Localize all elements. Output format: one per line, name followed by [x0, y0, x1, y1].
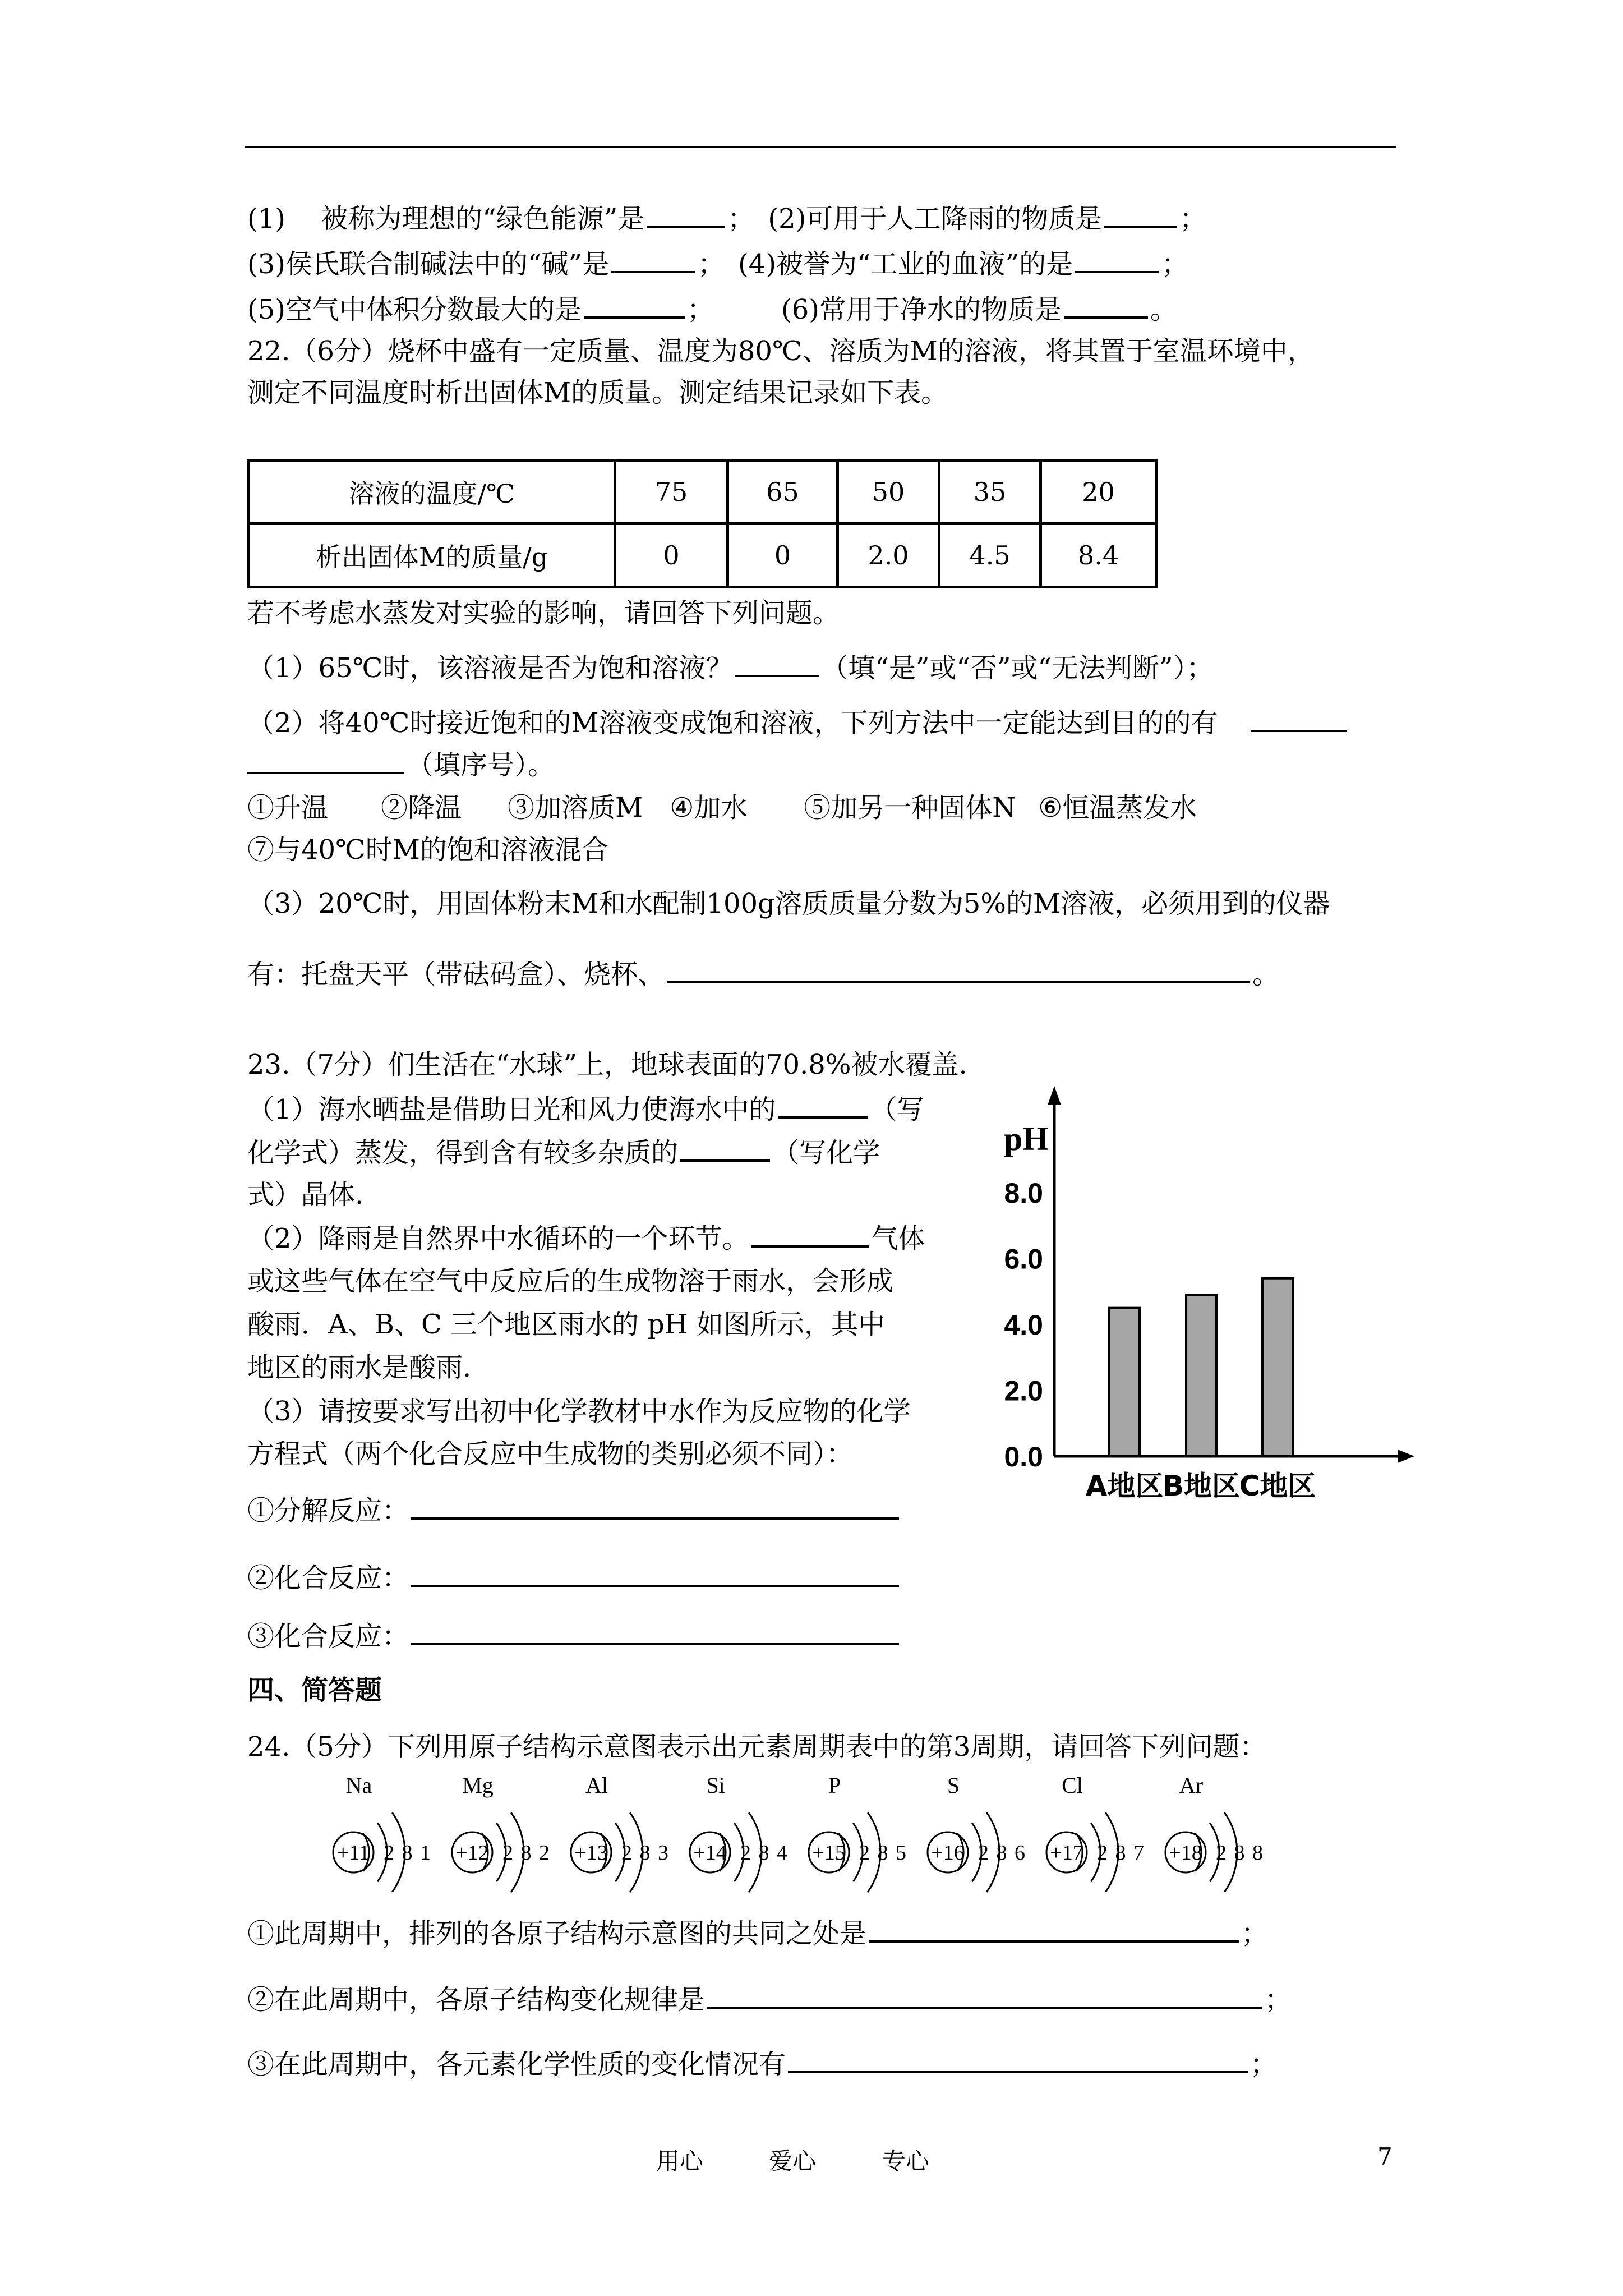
answer-blank[interactable] [247, 747, 404, 774]
nucleus-charge: +17 [1050, 1841, 1083, 1865]
element-symbol: Cl [1062, 1773, 1083, 1798]
answer-blank[interactable] [411, 1560, 899, 1587]
answer-blank[interactable] [647, 201, 725, 228]
atom-diagram-Ar [1165, 1773, 1264, 1892]
q22-part3-line2: 有：托盘天平（带砝码盒）、烧杯、 。 [247, 956, 1279, 991]
answer-blank[interactable] [411, 1618, 899, 1645]
answer-blank[interactable] [1251, 705, 1347, 732]
q23-line8: （3）请按要求写出初中化学教材中水作为反应物的化学 [247, 1396, 911, 1427]
element-symbol: P [828, 1773, 841, 1798]
q22-option7: ⑦与40℃时M的饱和溶液混合 [247, 834, 608, 866]
element-symbol: Al [585, 1773, 608, 1798]
option: ②降温 [381, 792, 462, 823]
q23-line2: 化学式）蒸发，得到含有较多杂质的 （写化学 [247, 1135, 880, 1170]
q22-part1: （1）65℃时，该溶液是否为饱和溶液？ （填“是”或“否”或“无法判断”）； [247, 650, 1214, 685]
q22-part3-line1: （3）20℃时，用固体粉末M和水配制100g溶质质量分数为5%的M溶液，必须用到的仪器 [247, 888, 1330, 919]
element-symbol: Ar [1179, 1773, 1204, 1798]
atomic-structure-diagrams [314, 1773, 1279, 1896]
atom-diagram-Cl [1046, 1773, 1145, 1892]
q23-line7: 地区的雨水是酸雨. [247, 1352, 472, 1383]
footer-motto-3: 专心 [882, 2147, 930, 2175]
answer-blank[interactable] [788, 2046, 1248, 2073]
table-cell: 0 [615, 524, 728, 587]
q23-line5: 或这些气体在空气中反应后的生成物溶于雨水，会形成 [247, 1266, 894, 1297]
answer-blank[interactable] [1064, 292, 1148, 319]
ph-bar-chart [987, 1083, 1424, 1520]
table-cell: 50 [838, 461, 939, 524]
electron-counts: 2 8 4 [740, 1841, 789, 1865]
q24-sub3: ③在此周期中，各元素化学性质的变化情况有 ； [247, 2046, 1277, 2081]
answer-blank[interactable] [584, 292, 685, 319]
q22-options [247, 791, 1369, 825]
atom-diagram-Al [571, 1773, 670, 1892]
footer-motto-1: 用心 [656, 2147, 704, 2175]
atom-diagram-Si [690, 1773, 789, 1892]
q21-line3: (5)空气中体积分数最大的是 ； (6)常用于净水的物质是 。 [247, 292, 1177, 326]
element-symbol: Si [706, 1773, 725, 1798]
q23-reaction2: ②化合反应： [247, 1560, 901, 1595]
q21-item3: (3)侯氏联合制碱法中的“碱”是 [247, 249, 610, 280]
y-tick-label: 4.0 [1004, 1309, 1043, 1341]
answer-blank[interactable] [680, 1135, 770, 1162]
q21-item5: (5)空气中体积分数最大的是 [247, 294, 582, 325]
electron-counts: 2 8 5 [859, 1841, 907, 1865]
electron-counts: 2 8 3 [621, 1841, 670, 1865]
table-row [249, 461, 1156, 524]
y-tick-label: 0.0 [1004, 1441, 1043, 1473]
x-category-label: B地区 [1162, 1470, 1241, 1502]
q23-reaction3: ③化合反应： [247, 1618, 901, 1653]
nucleus-charge: +15 [812, 1841, 846, 1865]
q23-line6: 酸雨．A、B、C 三个地区雨水的 pH 如图所示，其中 [247, 1309, 886, 1340]
q22-part2-line1: （2）将40℃时接近饱和的M溶液变成饱和溶液，下列方法中一定能达到目的的有 [247, 705, 1349, 740]
bar-A地区 [1109, 1308, 1140, 1456]
nucleus-charge: +13 [574, 1841, 608, 1865]
table-cell: 35 [939, 461, 1041, 524]
q23-line9: 方程式（两个化合反应中生成物的类别必须不同）： [247, 1438, 854, 1470]
element-symbol: S [947, 1773, 960, 1798]
page-number: 7 [1377, 2143, 1393, 2170]
x-category-label: A地区 [1085, 1470, 1164, 1502]
x-category-label: C地区 [1239, 1470, 1316, 1502]
answer-blank[interactable] [735, 650, 819, 677]
y-tick-label: 6.0 [1004, 1243, 1043, 1275]
atom-diagram-Mg [452, 1773, 551, 1892]
table-cell: 20 [1041, 461, 1156, 524]
bar-B地区 [1186, 1295, 1216, 1456]
option: ⑥恒温蒸发水 [1038, 792, 1197, 823]
electron-counts: 2 8 7 [1097, 1841, 1145, 1865]
q22-stem-line2: 测定不同温度时析出固体M的质量。测定结果记录如下表。 [247, 377, 948, 408]
electron-counts: 2 8 8 [1216, 1841, 1264, 1865]
answer-blank[interactable] [751, 1221, 869, 1248]
nucleus-charge: +16 [931, 1841, 965, 1865]
table-cell: 2.0 [838, 524, 939, 587]
q22-stem-line1: 22.（6分）烧杯中盛有一定质量、温度为80℃、溶质为M的溶液，将其置于室温环境中， [247, 335, 1315, 367]
table-row [249, 524, 1156, 587]
nucleus-charge: +12 [455, 1841, 489, 1865]
q23-reaction1: ①分解反应： [247, 1493, 901, 1527]
q21-item4: ； (4)被誉为“工业的血液”的是 [698, 249, 1073, 280]
q22-part2-line2: （填序号）。 [247, 747, 555, 782]
option: ③加溶质M [508, 792, 643, 823]
table-header-mass: 析出固体M的质量/g [249, 524, 615, 587]
table-cell: 65 [728, 461, 838, 524]
q21-line2: (3)侯氏联合制碱法中的“碱”是 ； (4)被誉为“工业的血液”的是 ； [247, 246, 1188, 281]
atom-diagram-S [928, 1773, 1026, 1892]
footer-motto-2: 爱心 [769, 2147, 817, 2175]
table-cell: 4.5 [939, 524, 1041, 587]
x-axis-arrow [1398, 1450, 1414, 1463]
option: ①升温 [247, 792, 329, 823]
element-symbol: Na [345, 1773, 372, 1798]
y-axis-arrow [1048, 1086, 1061, 1105]
table-cell: 8.4 [1041, 524, 1156, 587]
atom-diagram-Na [333, 1773, 432, 1892]
q24-stem: 24.（5分）下列用原子结构示意图表示出元素周期表中的第3周期，请回答下列问题： [247, 1731, 1267, 1763]
answer-blank[interactable] [411, 1493, 899, 1520]
answer-blank[interactable] [869, 1916, 1239, 1943]
atom-diagram-P [809, 1773, 907, 1892]
nucleus-charge: +14 [693, 1841, 727, 1865]
electron-counts: 2 8 1 [384, 1841, 432, 1865]
q24-sub2: ②在此周期中，各原子结构变化规律是 ； [247, 1982, 1292, 2017]
table-cell: 75 [615, 461, 728, 524]
q22-note: 若不考虑水蒸发对实验的影响，请回答下列问题。 [247, 597, 840, 629]
y-axis-label: pH [1004, 1120, 1049, 1157]
q21-item6: ； (6)常用于净水的物质是 [687, 294, 1062, 325]
q23-line4: （2）降雨是自然界中水循环的一个环节。 气体 [247, 1221, 925, 1255]
q23-line3: 式）晶体. [247, 1179, 364, 1211]
answer-blank[interactable] [1075, 246, 1159, 273]
option: ④加水 [670, 792, 748, 823]
answer-blank[interactable] [611, 246, 695, 273]
header-rule [245, 146, 1396, 148]
electron-counts: 2 8 2 [502, 1841, 551, 1865]
answer-blank[interactable] [1104, 201, 1177, 228]
electron-counts: 2 8 6 [978, 1841, 1026, 1865]
solubility-table [247, 459, 1158, 588]
q23-stem: 23.（7分）们生活在“水球”上，地球表面的70.8%被水覆盖. [247, 1049, 967, 1080]
q21-line1: (1) 被称为理想的“绿色能源”是 ； (2)可用于人工降雨的物质是 ； [247, 201, 1206, 236]
table-cell: 0 [728, 524, 838, 587]
table-header-temperature: 溶液的温度/℃ [249, 461, 615, 524]
answer-blank[interactable] [778, 1092, 868, 1119]
q21-item2: ； (2)可用于人工降雨的物质是 [727, 203, 1103, 234]
option: ⑤加另一种固体N [804, 792, 1016, 823]
y-tick-label: 2.0 [1004, 1375, 1043, 1407]
q23-line1: （1）海水晒盐是借助日光和风力使海水中的 （写 [247, 1092, 924, 1126]
q24-sub1: ①此周期中，排列的各原子结构示意图的共同之处是 ； [247, 1916, 1268, 1950]
answer-blank[interactable] [707, 1982, 1262, 2009]
y-tick-label: 8.0 [1004, 1177, 1043, 1209]
answer-blank[interactable] [667, 956, 1250, 983]
nucleus-charge: +18 [1169, 1841, 1202, 1865]
element-symbol: Mg [462, 1773, 494, 1798]
section-heading: 四、简答题 [247, 1674, 382, 1706]
nucleus-charge: +11 [336, 1841, 370, 1865]
bar-C地区 [1262, 1278, 1293, 1456]
q21-item1: (1) 被称为理想的“绿色能源”是 [247, 203, 645, 234]
